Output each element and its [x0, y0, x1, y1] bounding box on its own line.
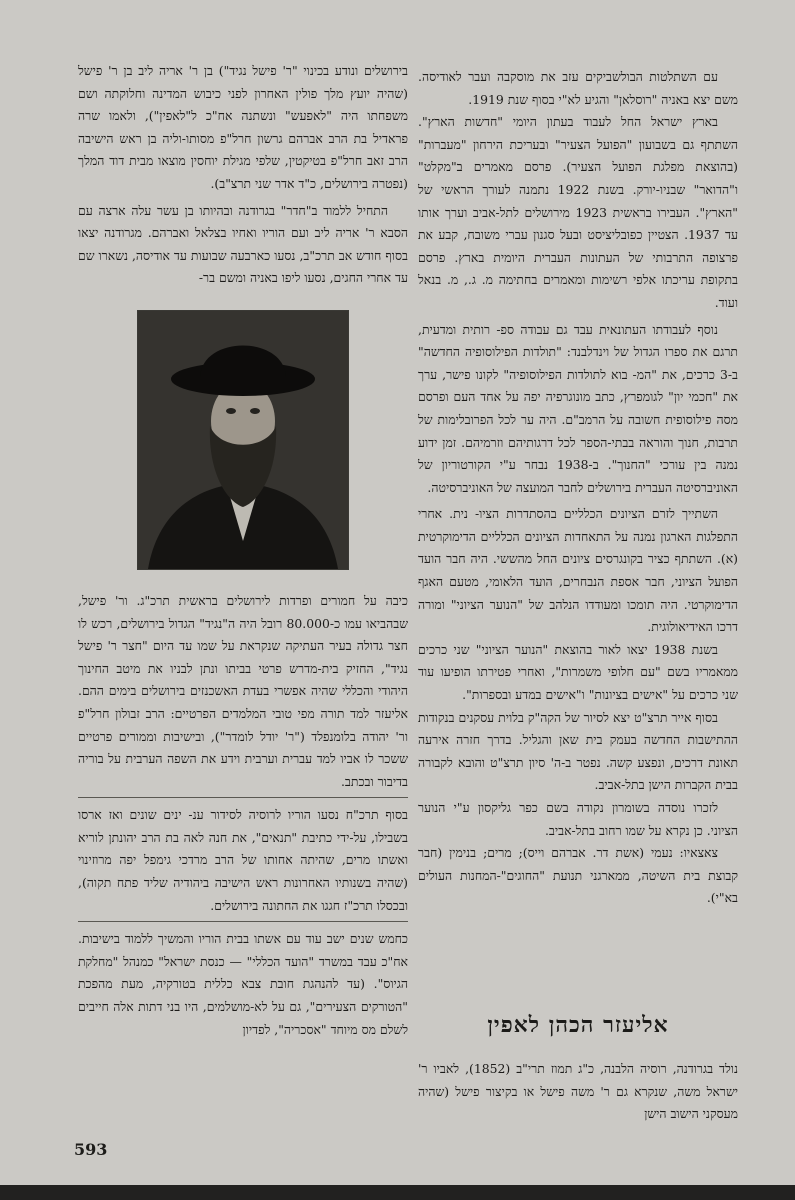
left-paragraph-4: בסוף תרכ"ח נסעו הוריו לרוסיה לסידור ענ- ינים שונים ואז ארסו בשבילו, על-ידי כתיבת "תנאים", את חנה לאה בת הרב יהונתן לוריא ואשתו מרים, שהיתה אחותו של הרב מרדכי גימפל יפה מרוזינוי (שהיה בשנותיו האחרונות ראש הישיבה ביהודיה שליד פתח תקוה), ובכסלו תרכ"ז חגגו את החתונה בירושלים. [78, 797, 408, 917]
right-paragraph-4: השתייך לזרם הציונים הכלליים בהסתדרות הציו- נית. אחרי התפלגות הארגון נמנה על התאחדות הציונים הכלליים הדימוקרטית (א). השתתף כציר בקונגרסים ציונים החל מהששי. היה חבר הועד הפועל הציוני, חבר אספת הנבחרים, הועד הלאומי, מטעם האגף הדימוקרטי. היה תומכו ומעודדו הנלהב של "הנוער הציוני" ומורה דרכו האידיאולוגית. [418, 506, 738, 635]
portrait-photo [137, 310, 349, 570]
page-number: 593 [74, 1140, 108, 1159]
left-paragraph-2: התחיל ללמוד ב"חדר" בגרודנה ובהיותו בן עשר עלה ארצה עם הסבא ר' אריה ליב ועם הוריו ואחיו בצלאל ואברהם. מגרודנה יצאו בסוף חודש אב תרכ"ב, נסעו כארבעה שבועות עד אודיסה, נשארו שם עד אחרי החגים, נסעו ליפו באניה ומשם בר- [78, 202, 408, 286]
left-paragraph-3: כיבה על חמורים ופרדות לירושלים בראשית תרכ"ג. ור' פישל, שבהביאו עמו כ-80.000 רובל היה ה"נגיד" הגדול בירושלים, רכש לו חצר גדולה בעיר העתיקה שנקראת על שמו עד היום "חצר ר' פישל נגיד", החזיק בית-מדרש פרטי בביתו ונתן לבניו את מיטב החינוך היהודי והכללי שהיה אפשרי בעדת האשכנזים בירושלים בימים ההם. אליעזר למד תורה מפי טובי המלמדים הפרטיים: הרב זבולון חרל"פ ור' יהודה בלומנפלד ("ר' יודל לומדר"), ובישיבות וממורים פרטיים ששכר לו אביו למד עברית וערבית וידע את השפה הערבית על בוריה בדיבור ובכתב. [78, 592, 408, 789]
left-column [78, 60, 408, 1140]
right-paragraph-1: עם השתלטות הבולשביקים עזב את מוסקבה ועבר לאודיסה. משם יצא באניה "רוסלאן" והגיע לא"י בסוף שנת 1919. [418, 69, 738, 107]
left-paragraph-5: כחמש שנים ישב עוד עם אשתו בבית הוריו והמשיך ללמוד בישיבות. אח"כ עבד במשרד "הועד הכללי" — כנסת ישראל" כמנהל "מחלקת הגיוס". (עד להנהגת חובת צבא כללית בטורקיה, מעת מהפכת "הטורקים הצעירים", גם על לא-מושלמים, היו בני דתות אלה חייבים לשלם מס מיוחד "אסכריה", לפדיון [78, 921, 408, 1041]
right-paragraph-6: בסוף אייר תרצ"ט יצא לסיור של הקה"ק בלוית עסקנים בנקודות ההתישבות החדשה בעמק בית שאן והגליל. בדרך חזרה אירעה תאונת דרכים, ונפצע קשה. נפטר ב-ה' סיון תרצ"ט והובא לקבורה בבית הקברות הישן בתל-אביב. [418, 709, 738, 793]
right-paragraph-8: צאצאיו: נעמי (אשת דר. אברהם וייס); מרים; בנימין (חבר קבוצת בית השיטה, ממארגני תנועת "החוגים"-המחנות העולים בא"י). [418, 845, 738, 906]
right-paragraph-7: לזכרו נוסדה בשומרון נקודה בשם כפר גליקסון ע"י הנוער הציוני. כן נקרא על שמו רחוב בתל-אביב. [418, 800, 738, 838]
right-paragraph-5: בשנת 1938 יצאו לאור בהוצאת "הנוער הציוני" שני כרכים ממאמריו בשם "עם חלופי משמרות", ואחרי פטירתו הופיעו עוד שני כרכים על "אישים בציונות" ו"אישים במדע ובספרות". [418, 641, 738, 703]
article-heading: אליעזר הכהן לאפין [487, 1012, 669, 1038]
right-paragraph-2: בארץ ישראל החל לעבוד בעתון היומי "חדשות הארץ". השתתף גם בשבועון "הפועל הצעיר" ובעריכת הירחון "מעברות" (בהוצאת מפלגת הפועל הצעיר). פרסם מאמרים ב"מקלט" ו"הדואר" שבניו-יורק. בשנת 1922 נתמנה לעורך הראשי של "הארץ". העבירו בראשית 1923 מירושלים לתל-אביב וערך אותו עד 1937. הצטיין כפובליציסט ובעל סגנון עברי משובח, קבע את פרצופה התרבותי של העתונות העברית היומית בארץ. פרסם בתקופת עריכתו אלפי רשימות ומאמרים בחתימה מ. ג., מ. בנאל ועוד. [418, 114, 738, 310]
right-paragraph-3: נוסף לעבודתו העתונאית עבד גם עבודה ספ- רותית ומדעית, תרגם את ספרו הגדול של וינדלבנד: "תולדות הפילוסופיה החדשה" ב-3 כרכים, את "המ- בוא לתולדות הפילוסופיה" לקונו פישר, ערך את "חכמי יון" לגומפרץ, כתב מונוגרפיה יפה על אחד העם ופרסם מסה פילוסופית חשובה על הרמב"ם. היה ער לכל הפרובלימות של תרבות, חנוך והוראה בבתי-הספר לכל דרגותיהם וזרמיהם. זמן ידוע נמנה בין עורכי "החנוך". ב-1938 נבחר ע"י הקורטוריון של האוניברסיטה העברית בירושלים לחבר המועצה של האוניברסיטה. [418, 321, 738, 495]
article-intro: נולד בגרודנה, רוסיה הלבנה, כ"ג תמוז תרי"ב (1852), לאביו ר' ישראל משה, שנקרא גם ר' משה פישל או בקיצור פישל (שהיה מעסקני הישוב הישן [418, 1061, 738, 1122]
left-paragraph-1: בירושלים ונודע בכינוי "ר' פישל נגיד") בן ר' אריה ליב בן ר' פישל (שהיה יועץ מלך פולין האחרון לפני כיבוש המדינה וחלוקתה ושם משפחתו היה "לאפעש" ונשתנה אח"כ ל"לאפין"), ולאמו שרה פראדיל בת הרב אברהם גרשון חרל"פ מסותו-וליה בן ראש הישיבה הרב זאב חרל"פ בטיקטין, שלפי מגילת יוחסין מוצאו מבית דוד המלך (נפטרה בירושלים, כ"ד אדר שני תרצ"ב). [78, 63, 408, 191]
scan-bottom-edge [0, 1185, 795, 1200]
right-column [418, 66, 738, 952]
